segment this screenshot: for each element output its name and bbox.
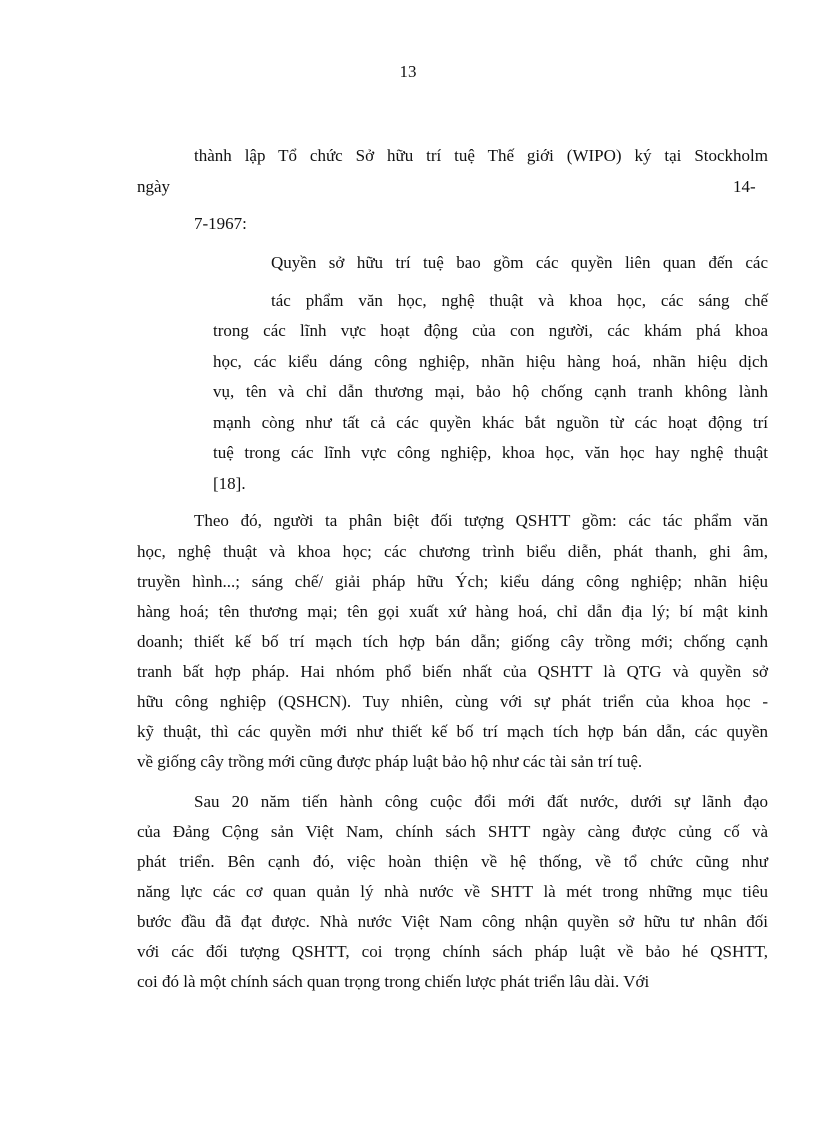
quote-line: học, các kiểu dáng công nghiệp, nhãn hiệu hàng hoá, nhãn hiệu dịch — [213, 352, 768, 371]
paragraph1-line: tranh bất hợp pháp. Hai nhóm phổ biến nhất của QSHTT là QTG và quyền sở — [137, 662, 768, 681]
paragraph2-line: của Đảng Cộng sản Việt Nam, chính sách SHTT ngày càng được củng cố và — [137, 822, 768, 841]
paragraph1-line: truyền hình...; sáng chế/ giải pháp hữu Ých; kiểu dáng công nghiệp; nhãn hiệu — [137, 572, 768, 591]
paragraph2-line: Sau 20 năm tiến hành công cuộc đổi mới đất nước, dưới sự lãnh đạo — [194, 792, 768, 811]
paragraph1-line: kỹ thuật, thì các quyền mới như thiết kế bố trí mạch tích hợp bán dẫn, các quyền — [137, 722, 768, 741]
paragraph1-line: về giống cây trồng mới cũng được pháp luật bảo hộ như các tài sản trí tuệ. — [137, 752, 643, 771]
quote-line: mạnh còng như tất cả các quyền khác bắt nguồn từ các hoạt động trí — [213, 413, 768, 432]
paragraph1-line: hàng hoá; tên thương mại; tên gọi xuất xứ hàng hoá, chỉ dẫn địa lý; bí mật kinh — [137, 602, 768, 621]
paragraph1-line: học, nghệ thuật và khoa học; các chương trình biểu diễn, phát thanh, ghi âm, — [137, 542, 768, 561]
paragraph1-line: Theo đó, người ta phân biệt đối tượng QSHTT gồm: các tác phẩm văn — [194, 511, 768, 530]
paragraph2-line: phát triển. Bên cạnh đó, việc hoàn thiện về hệ thống, về tổ chức cũng như — [137, 852, 768, 871]
page-number: 13 — [399, 62, 417, 81]
paragraph2-line: bước đầu đã đạt được. Nhà nước Việt Nam công nhận quyền sở hữu tư nhân đối — [137, 912, 768, 931]
intro-line: thành lập Tổ chức Sở hữu trí tuệ Thế giới (WIPO) ký tại Stockholm — [194, 146, 768, 165]
paragraph2-line: với các đối tượng QSHTT, coi trọng chính sách pháp luật về bảo hé QSHTT, — [137, 942, 768, 961]
paragraph1-line: doanh; thiết kế bố trí mạch tích hợp bán dẫn; giống cây trồng mới; chống cạnh — [137, 632, 768, 651]
paragraph2-line: năng lực các cơ quan quản lý nhà nước về SHTT là mét trong những mục tiêu — [137, 882, 768, 901]
intro-line: 7-1967: — [194, 214, 247, 233]
intro-line: ngày — [137, 177, 171, 196]
quote-line: trong các lĩnh vực hoạt động của con người, các khám phá khoa — [213, 321, 768, 340]
paragraph1-line: hữu công nghiệp (QSHCN). Tuy nhiên, cùng với sự phát triển của khoa học - — [137, 692, 768, 711]
quote-line: Quyền sở hữu trí tuệ bao gồm các quyền liên quan đến các — [271, 253, 768, 272]
quote-line: tác phẩm văn học, nghệ thuật và khoa học, các sáng chế — [271, 291, 768, 310]
paragraph2-line: coi đó là một chính sách quan trọng trong chiến lược phát triển lâu dài. Với — [137, 972, 650, 991]
quote-line: tuệ trong các lĩnh vực công nghiệp, khoa học, văn học hay nghệ thuật — [213, 443, 768, 462]
quote-line: [18]. — [213, 474, 246, 493]
intro-line: 14- — [733, 177, 756, 196]
quote-line: vụ, tên và chỉ dẫn thương mại, bảo hộ chống cạnh tranh không lành — [213, 382, 768, 401]
